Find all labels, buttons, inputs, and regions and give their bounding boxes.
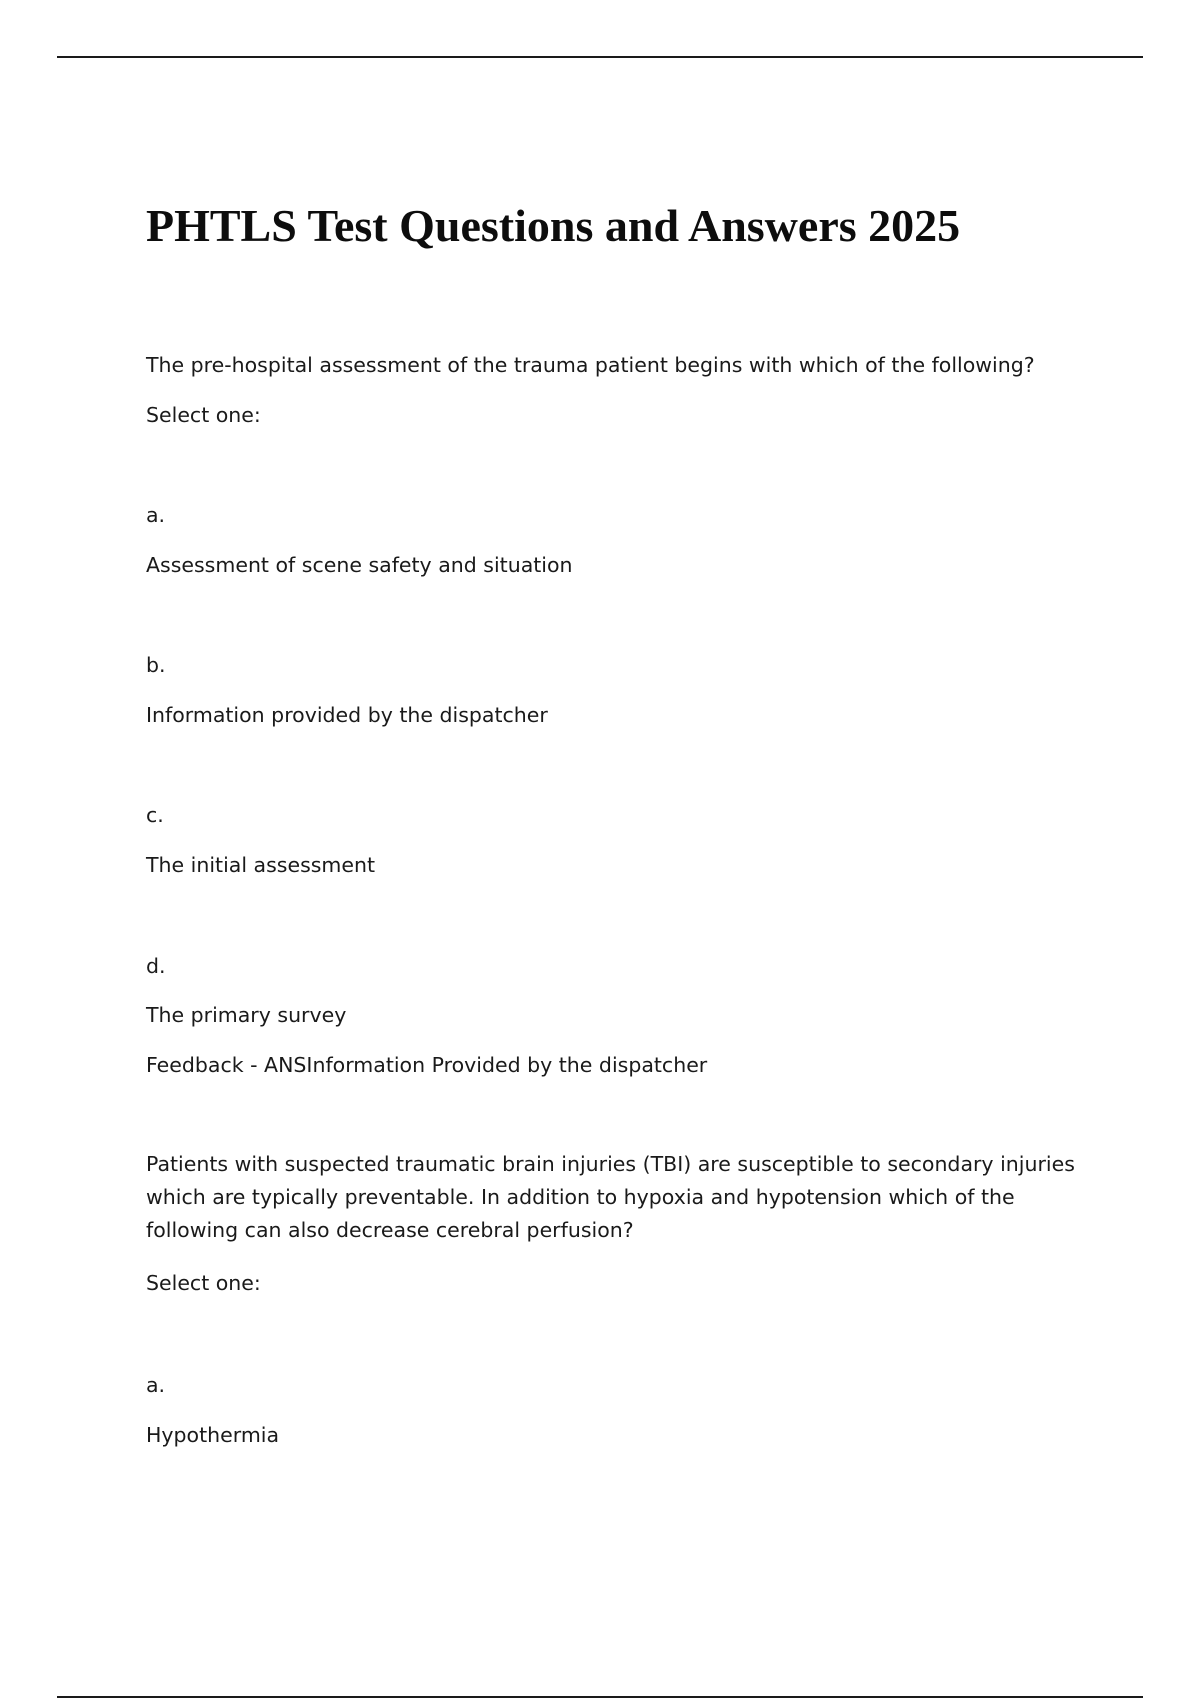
- question-1-prompt: The pre-hospital assessment of the trauma patient begins with which of the following?: [146, 353, 1035, 377]
- question-1-option-d-letter: d.: [146, 954, 166, 978]
- question-1-option-d-text: The primary survey: [146, 1003, 347, 1027]
- question-1-option-a-letter: a.: [146, 503, 166, 527]
- question-2-option-a-letter: a.: [146, 1373, 166, 1397]
- question-2-prompt: Patients with suspected traumatic brain injuries (TBI) are susceptible to secondary injuries which are typically preventable. In addition to hypoxia and hypotension which of the following can also decrease cerebral perfusion?: [146, 1152, 1075, 1242]
- question-1-option-b-text: Information provided by the dispatcher: [146, 703, 548, 727]
- question-1-feedback: Feedback - ANSInformation Provided by the dispatcher: [146, 1053, 708, 1077]
- question-1-option-c-text: The initial assessment: [146, 853, 376, 877]
- document-title: PHTLS Test Questions and Answers 2025: [146, 200, 961, 251]
- question-1-option-c-letter: c.: [146, 803, 164, 827]
- question-1-option-a-text: Assessment of scene safety and situation: [146, 553, 573, 577]
- top-rule: [57, 56, 1143, 58]
- question-1-option-b-letter: b.: [146, 653, 166, 677]
- question-1-instruction: Select one:: [146, 403, 261, 427]
- question-2-option-a-text: Hypothermia: [146, 1423, 280, 1447]
- question-2-instruction: Select one:: [146, 1271, 261, 1295]
- bottom-rule: [57, 1696, 1143, 1698]
